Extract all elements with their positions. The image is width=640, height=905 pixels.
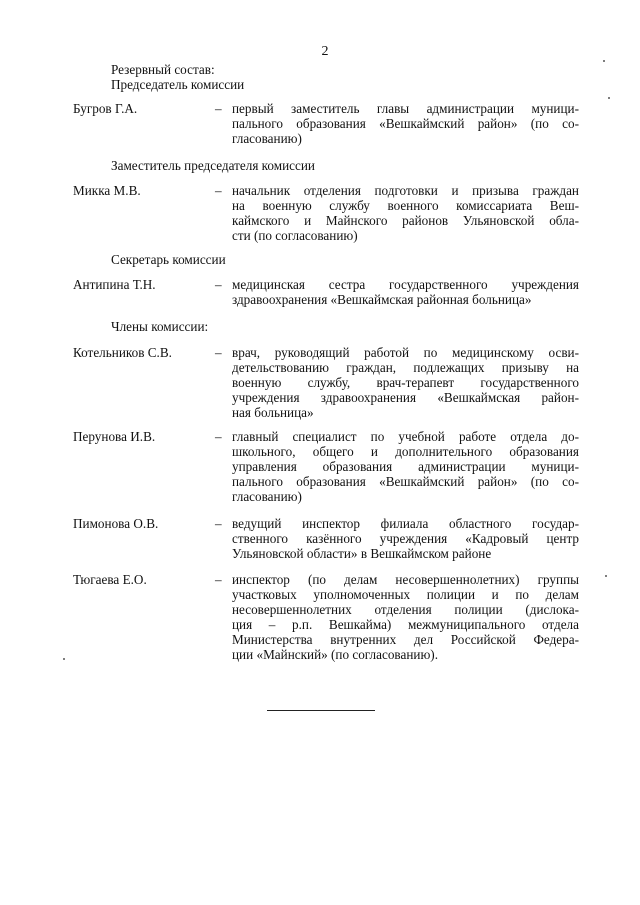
scan-speck: [603, 60, 605, 62]
member-position: [232, 429, 579, 504]
position-line: школьного, общего и дополнительного образования: [232, 444, 579, 459]
position-line: каймского и Майнского районов Ульяновской обла-: [232, 213, 579, 228]
position-line: ция – р.п. Вешкайма) межмуниципального отдела: [232, 617, 579, 632]
member-name: Пимонова О.В.: [73, 516, 159, 531]
position-line: ственного казённого учреждения «Кадровый центр: [232, 531, 579, 546]
scan-speck: [608, 97, 610, 99]
position-line: пального образования «Вешкаймский район» (по со-: [232, 116, 579, 131]
dash: –: [215, 572, 222, 587]
member-position: [232, 277, 579, 307]
scan-speck: [63, 658, 65, 660]
position-line: ции «Майнский» (по согласованию).: [232, 647, 438, 662]
heading-members: Члены комиссии:: [111, 319, 209, 334]
dash: –: [215, 516, 222, 531]
position-line: Ульяновской области» в Вешкаймском районе: [232, 546, 492, 561]
member-name: Котельников С.В.: [73, 345, 172, 360]
position-line: инспектор (по делам несовершеннолетних) группы: [232, 572, 579, 587]
position-line: медицинская сестра государственного учреждения: [232, 277, 579, 292]
position-line: сти (по согласованию): [232, 228, 358, 243]
end-rule: [267, 710, 375, 711]
heading-reserve: Резервный состав:: [111, 62, 215, 77]
position-line: начальник отделения подготовки и призыва граждан: [232, 183, 579, 198]
position-line: на военную службу военного комиссариата Веш-: [232, 198, 579, 213]
dash: –: [215, 345, 222, 360]
position-line: гласованию): [232, 131, 302, 146]
heading-deputy: Заместитель председателя комиссии: [111, 158, 315, 173]
page-number: 2: [321, 44, 329, 59]
position-line: пального образования «Вешкаймский район» (по со-: [232, 474, 579, 489]
heading-chairman: Председатель комиссии: [111, 77, 245, 92]
member-name: Бугров Г.А.: [73, 101, 138, 116]
position-line: детельствованию граждан, подлежащих призыву на: [232, 360, 579, 375]
dash: –: [215, 429, 222, 444]
position-line: ная больница»: [232, 405, 314, 420]
member-name: Тюгаева Е.О.: [73, 572, 147, 587]
position-line: Министерства внутренних дел Российской Федера-: [232, 632, 579, 647]
position-line: первый заместитель главы администрации муници-: [232, 101, 579, 116]
dash: –: [215, 183, 222, 198]
position-line: здравоохранения «Вешкаймская районная больница»: [232, 292, 532, 307]
dash: –: [215, 101, 222, 116]
position-line: ведущий инспектор филиала областного государ-: [232, 516, 579, 531]
position-line: участковых уполномоченных полиции и по делам: [232, 587, 579, 602]
position-line: военную службу, врач-терапевт государственного: [232, 375, 579, 390]
position-line: несовершеннолетних отделения полиции (дислока-: [232, 602, 579, 617]
scan-speck: [605, 575, 607, 577]
position-line: врач, руководящий работой по медицинскому осви-: [232, 345, 579, 360]
position-line: гласованию): [232, 489, 302, 504]
position-line: главный специалист по учебной работе отдела до-: [232, 429, 579, 444]
member-name: Перунова И.В.: [73, 429, 156, 444]
member-name: Антипина Т.Н.: [73, 277, 156, 292]
member-position: [232, 345, 579, 420]
member-name: Микка М.В.: [73, 183, 141, 198]
member-position: [232, 572, 579, 662]
heading-secretary: Секретарь комиссии: [111, 252, 226, 267]
member-position: [232, 101, 579, 146]
member-position: [232, 183, 579, 243]
position-line: учреждения здравоохранения «Вешкаймская район-: [232, 390, 579, 405]
position-line: управления образования администрации муници-: [232, 459, 579, 474]
member-position: [232, 516, 579, 561]
dash: –: [215, 277, 222, 292]
